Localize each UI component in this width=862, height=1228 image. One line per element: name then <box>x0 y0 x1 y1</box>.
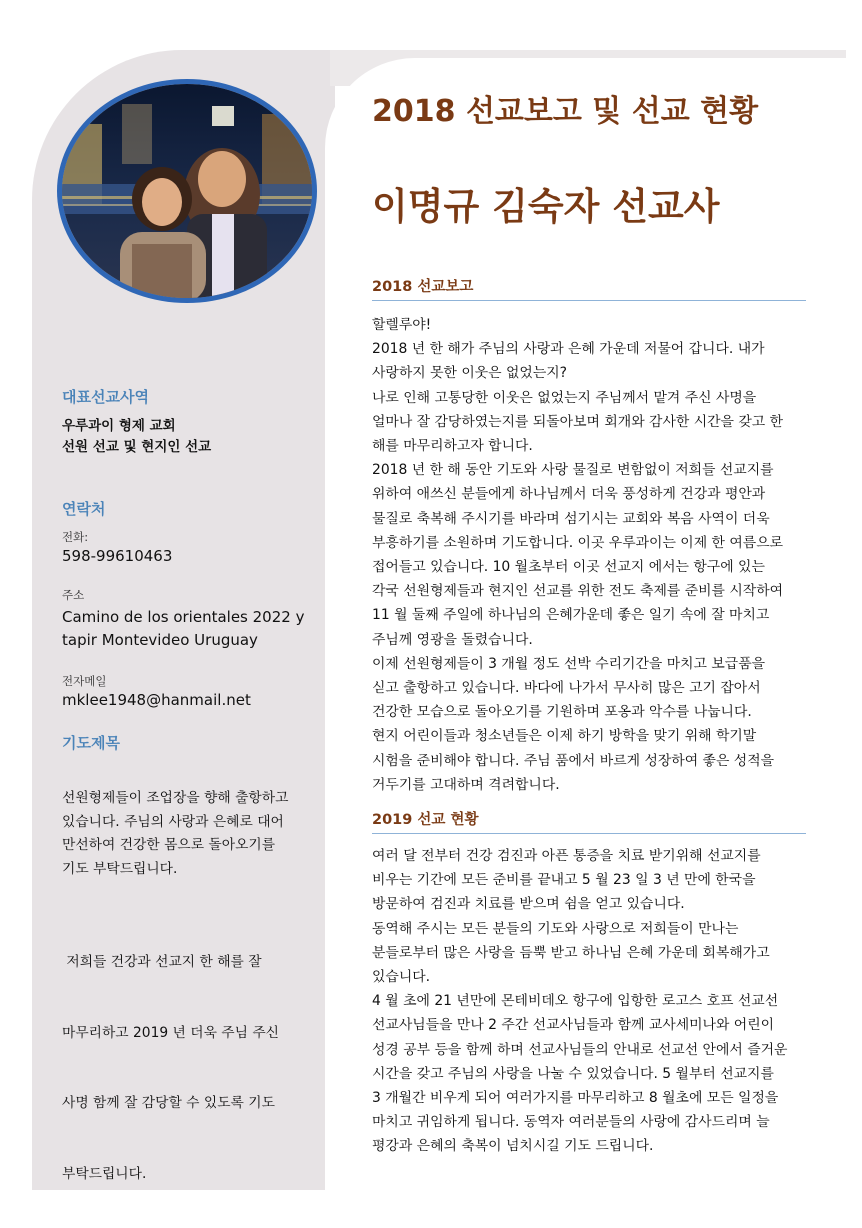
missionary-couple-photo <box>62 84 312 298</box>
body-line: 이제 선원형제들이 3 개월 정도 선박 수리기간을 마치고 보급품을 <box>372 655 766 672</box>
body-line: 사랑하지 못한 이웃은 없었는지? <box>372 365 568 382</box>
body-line: 2018 년 한 해가 주님의 사랑과 은혜 가운데 저물어 갑니다. 내가 <box>372 341 765 358</box>
prayer-line: 부탁드립니다. <box>62 1165 147 1182</box>
body-line: 2018 년 한 해 동안 기도와 사랑 물질로 변함없이 저희들 선교지를 <box>372 462 774 479</box>
body-line: 평강과 은혜의 축복이 넘치시길 기도 드립니다. <box>372 1138 654 1155</box>
body-line: 할렐루야! <box>372 317 432 333</box>
body-line: 여러 달 전부터 건강 검진과 아픈 통증을 치료 받기위해 선교지를 <box>372 848 761 864</box>
body-line: 얼마나 잘 감당하였는지를 되돌아보며 회개와 감사한 시간을 갖고 한 <box>372 413 784 430</box>
body-line: 현지 어린이들과 청소년들은 이제 하기 방학을 맞기 위해 학기말 <box>372 728 757 745</box>
report-2018-heading: 2018 선교보고 <box>372 275 806 301</box>
prayer-line: 만선하여 건강한 몸으로 돌아오기를 <box>62 837 276 853</box>
body-line: 3 개월간 비우게 되어 여러가지를 마무리하고 8 월초에 모든 일정을 <box>372 1090 779 1107</box>
body-line: 물질로 축복해 주시기를 바라며 섬기시는 교회와 복음 사역이 더욱 <box>372 510 770 527</box>
body-line: 마치고 귀임하게 됩니다. 동역자 여러분들의 사랑에 감사드리며 늘 <box>372 1114 770 1131</box>
body-line: 4 월 초에 21 년만에 몬테비데오 항구에 입항한 로고스 호프 선교선 <box>372 993 779 1010</box>
address-line-2: tapir Montevideo Uruguay <box>62 631 258 649</box>
phone-value: 598-99610463 <box>62 547 173 565</box>
body-line: 선교사님들을 만나 2 주간 선교사님들과 함께 교사세미나와 어린이 <box>372 1017 775 1034</box>
body-line: 성경 공부 등을 함께 하며 선교사님들의 안내로 선교선 안에서 즐거운 <box>372 1041 788 1058</box>
prayer-line: 선원형제들이 조업장을 향해 출항하고 <box>62 790 289 806</box>
prayer-paragraph-2 <box>62 904 307 1210</box>
contact-heading: 연락처 <box>62 500 106 518</box>
body-line: 싣고 출항하고 있습니다. 바다에 나가서 무사히 많은 고기 잡아서 <box>372 680 761 697</box>
status-2019-heading: 2019 선교 현황 <box>372 808 806 834</box>
email-label: 전자메일 <box>62 674 107 688</box>
status-2019-body <box>372 844 812 1159</box>
body-line: 시간을 갖고 주님의 사랑을 나눌 수 있었습니다. 5 월부터 선교지를 <box>372 1065 774 1082</box>
email-value: mklee1948@hanmail.net <box>62 691 251 709</box>
body-line: 분들로부터 많은 사랑을 듬뿍 받고 하나님 은혜 가운데 회복해가고 <box>372 944 770 961</box>
prayer-paragraph-1 <box>62 787 307 881</box>
phone-label: 전화: <box>62 530 89 544</box>
body-line: 시험을 준비해야 합니다. 주님 품에서 바르게 성장하여 좋은 성적을 <box>372 752 775 769</box>
body-line: 해를 마무리하고자 합니다. <box>372 438 533 455</box>
report-2018-body <box>372 313 812 797</box>
ministry-line-1: 우루과이 형제 교회 <box>62 418 176 434</box>
body-line: 동역해 주시는 모든 분들의 기도와 사랑으로 저희들이 만나는 <box>372 920 739 937</box>
prayer-line: 기도 부탁드립니다. <box>62 860 178 877</box>
body-line: 나로 인해 고통당한 이웃은 없었는지 주님께서 맡겨 주신 사명을 <box>372 389 757 406</box>
body-line: 주님께 영광을 돌렸습니다. <box>372 631 533 648</box>
ministry-line-2: 선원 선교 및 현지인 선교 <box>62 439 212 455</box>
body-line: 각국 선원형제들과 현지인 선교를 위한 전도 축제를 준비를 시작하여 <box>372 583 784 600</box>
address-label: 주소 <box>62 588 85 602</box>
body-line: 있습니다. <box>372 969 431 986</box>
body-line: 건강한 모습으로 돌아오기를 기원하며 포옹과 악수를 나눕니다. <box>372 704 752 721</box>
prayer-line: 있습니다. 주님의 사랑과 은혜로 대어 <box>62 813 284 830</box>
body-line: 비우는 기간에 모든 준비를 끝내고 5 월 23 일 3 년 만에 한국을 <box>372 872 756 889</box>
body-line: 11 월 둘째 주일에 하나님의 은혜가운데 좋은 일기 속에 잘 마치고 <box>372 607 770 624</box>
body-line: 접어들고 있습니다. 10 월초부터 이곳 선교지 에서는 항구에 있는 <box>372 559 765 576</box>
page-subtitle: 이명규 김숙자 선교사 <box>372 185 720 228</box>
prayer-heading: 기도제목 <box>62 734 120 752</box>
prayer-line: 마무리하고 2019 년 더욱 주님 주신 <box>62 1024 279 1041</box>
body-line: 방문하여 검진과 치료를 받으며 쉼을 얻고 있습니다. <box>372 896 685 913</box>
body-line: 부흥하기를 소원하며 기도합니다. 이곳 우루과이는 이제 한 여름으로 <box>372 534 784 551</box>
page-title: 2018 선교보고 및 선교 현황 <box>372 94 759 129</box>
address-line-1: Camino de los orientales 2022 y <box>62 608 305 626</box>
ministry-heading: 대표선교사역 <box>62 388 149 406</box>
prayer-line: 사명 함께 잘 감당할 수 있도록 기도 <box>62 1095 275 1111</box>
body-line: 위하여 애쓰신 분들에게 하나님께서 더욱 풍성하게 건강과 평안과 <box>372 486 766 503</box>
prayer-line: 저희들 건강과 선교지 한 해를 잘 <box>62 954 262 970</box>
body-line: 거두기를 고대하며 격려합니다. <box>372 776 560 793</box>
